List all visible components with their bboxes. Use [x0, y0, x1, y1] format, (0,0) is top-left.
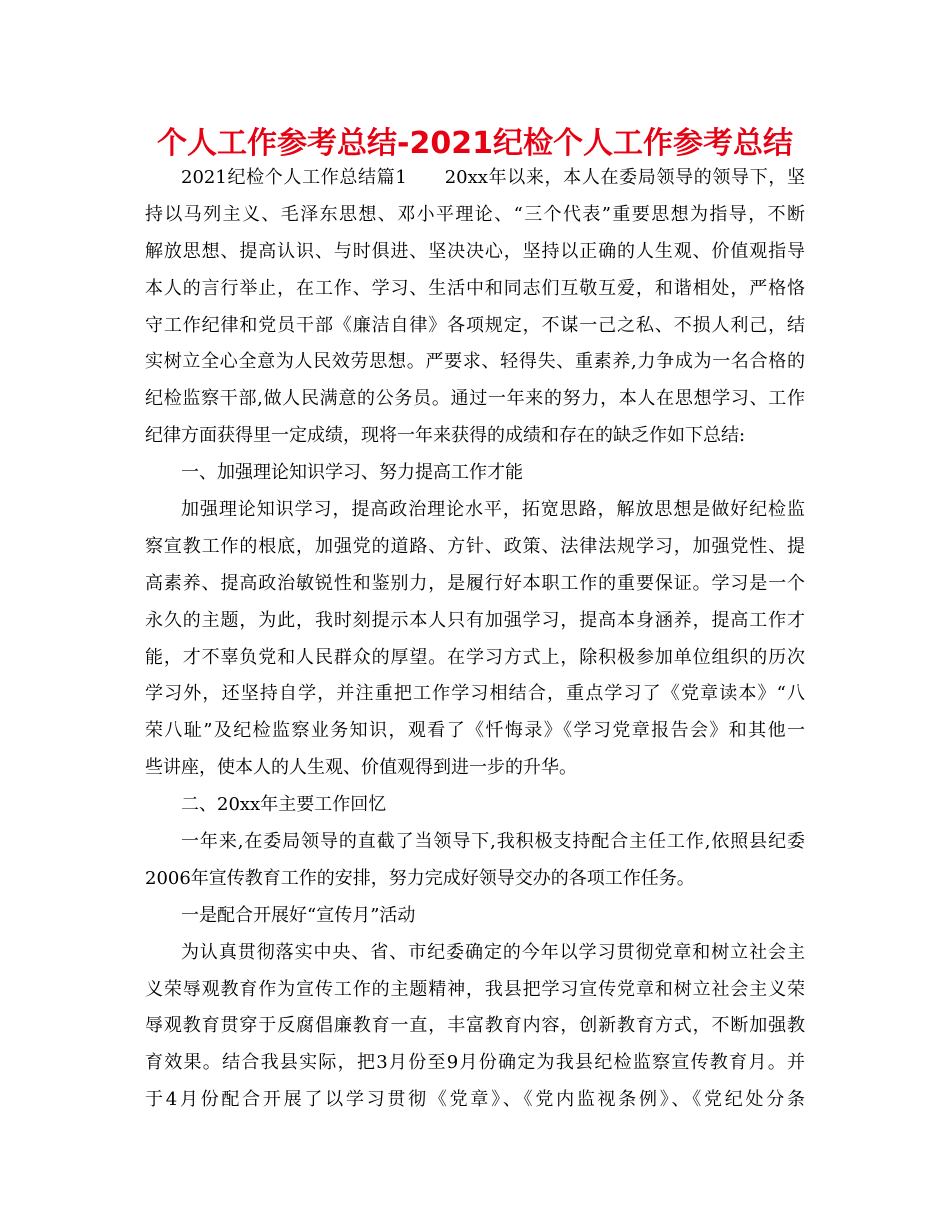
document-title: 个人工作参考总结-2021纪检个人工作参考总结 [157, 126, 793, 161]
paragraph-line: 纪检监察干部,做人民满意的公务员。通过一年来的努力，本人在思想学习、工作 [145, 388, 805, 410]
paragraph-line: 学习外，还坚持自学，并注重把工作学习相结合，重点学习了《党章读本》“八 [145, 683, 805, 705]
paragraph-line: 荣八耻”及纪检监察业务知识，观看了《忏悔录》《学习党章报告会》和其他一 [145, 720, 805, 742]
paragraph-line: 辱观教育贯穿于反腐倡廉教育一直，丰富教育内容，创新教育方式，不断加强教 [145, 1015, 805, 1037]
paragraph-line: 纪律方面获得里一定成绩，现将一年来获得的成绩和存在的缺乏作如下总结: [145, 425, 746, 447]
paragraph-line: 为认真贯彻落实中央、省、市纪委确定的今年以学习贯彻党章和树立社会主 [181, 941, 805, 963]
paragraph-line: 2021纪检个人工作总结篇1 20xx年以来，本人在委局领导的领导下，坚 [181, 167, 805, 188]
paragraph-line: 本人的言行举止，在工作、学习、生活中和同志们互敬互爱，和谐相处，严格恪 [145, 277, 805, 299]
paragraph-line: 育效果。结合我县实际，把3月份至9月份确定为我县纪检监察宣传教育月。并 [145, 1052, 805, 1074]
paragraph-line: 实树立全心全意为人民效劳思想。严要求、轻得失、重素养,力争成为一名合格的 [145, 351, 805, 373]
paragraph-line: 一年来,在委局领导的直截了当领导下,我积极支持配合主任工作,依照县纪委 [181, 831, 805, 853]
paragraph-line: 守工作纪律和党员干部《廉洁自律》各项规定，不谋一己之私、不损人利己，结 [145, 314, 805, 336]
paragraph-line: 2006年宣传教育工作的安排，努力完成好领导交办的各项工作任务。 [145, 867, 695, 889]
paragraph-line: 解放思想、提高认识、与时俱进、坚决决心，坚持以正确的人生观、价值观指导 [145, 240, 805, 262]
paragraph-line: 持以马列主义、毛泽东思想、邓小平理论、“三个代表”重要思想为指导，不断 [145, 203, 805, 225]
section-heading: 一、加强理论知识学习、努力提高工作才能 [181, 462, 523, 484]
paragraph-line: 能，才不辜负党和人民群众的厚望。在学习方式上，除积极参加单位组织的历次 [145, 646, 805, 668]
paragraph-line: 加强理论知识学习，提高政治理论水平，拓宽思路，解放思想是做好纪检监 [181, 499, 805, 521]
paragraph-line: 察宣教工作的根底，加强党的道路、方针、政策、法律法规学习，加强党性、提 [145, 535, 805, 557]
paragraph-line: 于4月份配合开展了以学习贯彻《党章》、《党内监视条例》、《党纪处分条 [145, 1089, 805, 1111]
paragraph-line: 高素养、提高政治敏锐性和鉴别力，是履行好本职工作的重要保证。学习是一个 [145, 572, 805, 594]
section-heading: 二、20xx年主要工作回忆 [181, 794, 387, 816]
paragraph-line: 义荣辱观教育作为宣传工作的主题精神，我县把学习宣传党章和树立社会主义荣 [145, 978, 805, 1000]
document-body [145, 160, 805, 1119]
paragraph-line: 永久的主题，为此，我时刻提示本人只有加强学习，提高本身涵养，提高工作才 [145, 609, 805, 631]
subsection-heading: 一是配合开展好“宣传月”活动 [181, 904, 416, 926]
paragraph-line: 些讲座，使本人的人生观、价值观得到进一步的升华。 [145, 757, 577, 779]
